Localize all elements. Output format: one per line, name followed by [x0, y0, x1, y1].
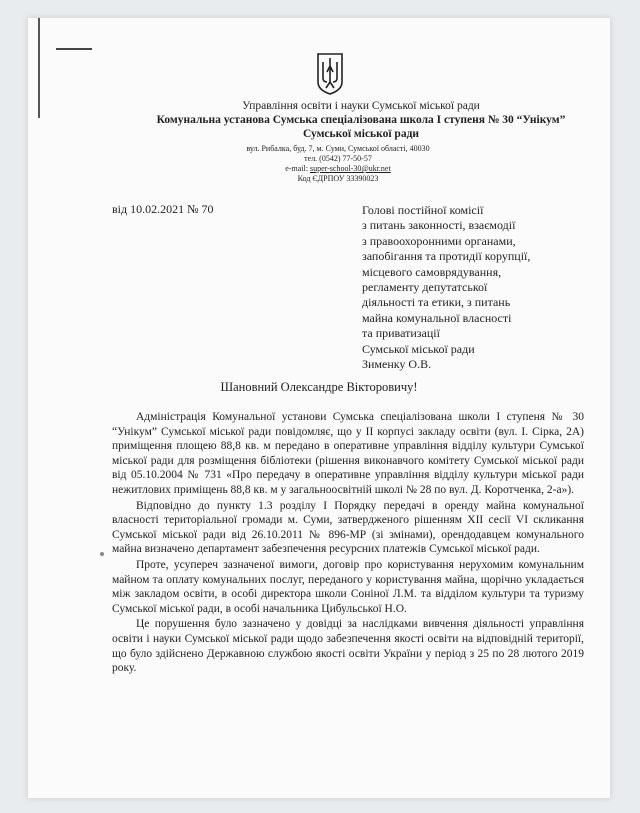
header-address: вул. Рибалка, буд. 7, м. Суми, Сумської області, 40030 — [246, 144, 430, 153]
paragraph: Адміністрація Комунальної установи Сумська спеціалізована школи І ступеня № 30 “Унікум” Сумської міської ради повідомляє, що у ІІ корпусі закладу освіти (вул. І. Сірка, 2А) приміщення площею 88,8 кв. м передано в оперативне управління відділу культури Сумської міської ради для розміщення бібліотеки (рішення виконавчого комітету Сумської міської ради від 05.10.2004 № 731 «Про передачу в оперативне управління відділу культури міської ради нежитлових приміщень 88,8 кв. м у загальноосвітній школі № 28 по вул. Д. Коротченка, 2-а»). — [112, 411, 584, 496]
addressee-line: регламенту депутатської — [362, 280, 488, 295]
addressee-line: та приватизації — [362, 326, 440, 341]
addressee-line: з правоохоронними органами, — [362, 233, 516, 248]
letter-body — [112, 410, 584, 677]
header-phone: тел. (0542) 77-50-57 — [304, 154, 372, 163]
document-page — [28, 18, 610, 798]
email-label: e-mail: — [285, 164, 308, 173]
addressee-line: майна комунальної власності — [362, 310, 512, 325]
margin-line — [38, 18, 40, 118]
scan-dot — [100, 552, 104, 556]
date-number: від 10.02.2021 № 70 — [112, 202, 214, 216]
addressee-line: місцевого самоврядування, — [362, 264, 502, 279]
addressee-line: запобігання та протидії корупції, — [362, 249, 531, 264]
paragraph: Проте, усупереч зазначеної вимоги, договір про користування нерухомим комунальним майном та оплату комунальних послуг, переданого у користування майна, щорічно укладається між закладом освіти, в особі директора школи Соніної Л.М. та відділом культури та туризму Сумської міської ради, в особі начальника Цибульської Н.О. — [112, 558, 584, 615]
addressee-line: Голові постійної комісії — [362, 203, 484, 217]
header-school: Комунальна установа Сумська спеціалізована школа І ступеня № 30 “Унікум” — [156, 114, 566, 126]
addressee-line: з питань законності, взаємодії — [362, 218, 516, 233]
paragraph: Це порушення було зазначено у довідці за наслідками вивчення діяльності управління освіти і науки Сумської міської ради щодо забезпечення якості освіти на відповідній території, що було здійснено Державною службою якості освіти України у період з 25 по 28 лютого 2019 року. — [112, 618, 584, 675]
trident-emblem-icon — [316, 52, 344, 96]
addressee-line: Зименку О.В. — [362, 357, 432, 372]
paragraph: Відповідно до пункту 1.3 розділу І Порядку передачі в оренду майна комунальної власності територіальної громади м. Суми, затвердженого рішенням XII сесії VI скликання Сумської міської ради від 26.10.2011 № 896-МР (зі змінами), орендодавцем комунального майна визначено департамент забезпечення ресурсних платежів Сумської міської ради. — [112, 499, 584, 556]
header-department: Управління освіти і науки Сумської міської ради — [242, 100, 480, 112]
top-dash — [56, 48, 92, 50]
greeting: Шановний Олександре Вікторовичу! — [220, 380, 418, 394]
header-code: Код ЄДРПОУ 33390023 — [297, 174, 379, 183]
addressee-line: Сумської міської ради — [362, 341, 475, 356]
header-council: Сумської міської ради — [302, 128, 420, 140]
addressee-block — [362, 203, 530, 372]
addressee-line: діяльності та етики, з питань — [362, 295, 511, 310]
header-email-line — [238, 164, 438, 174]
email-link[interactable]: super-school-30@ukr.net — [309, 164, 391, 173]
